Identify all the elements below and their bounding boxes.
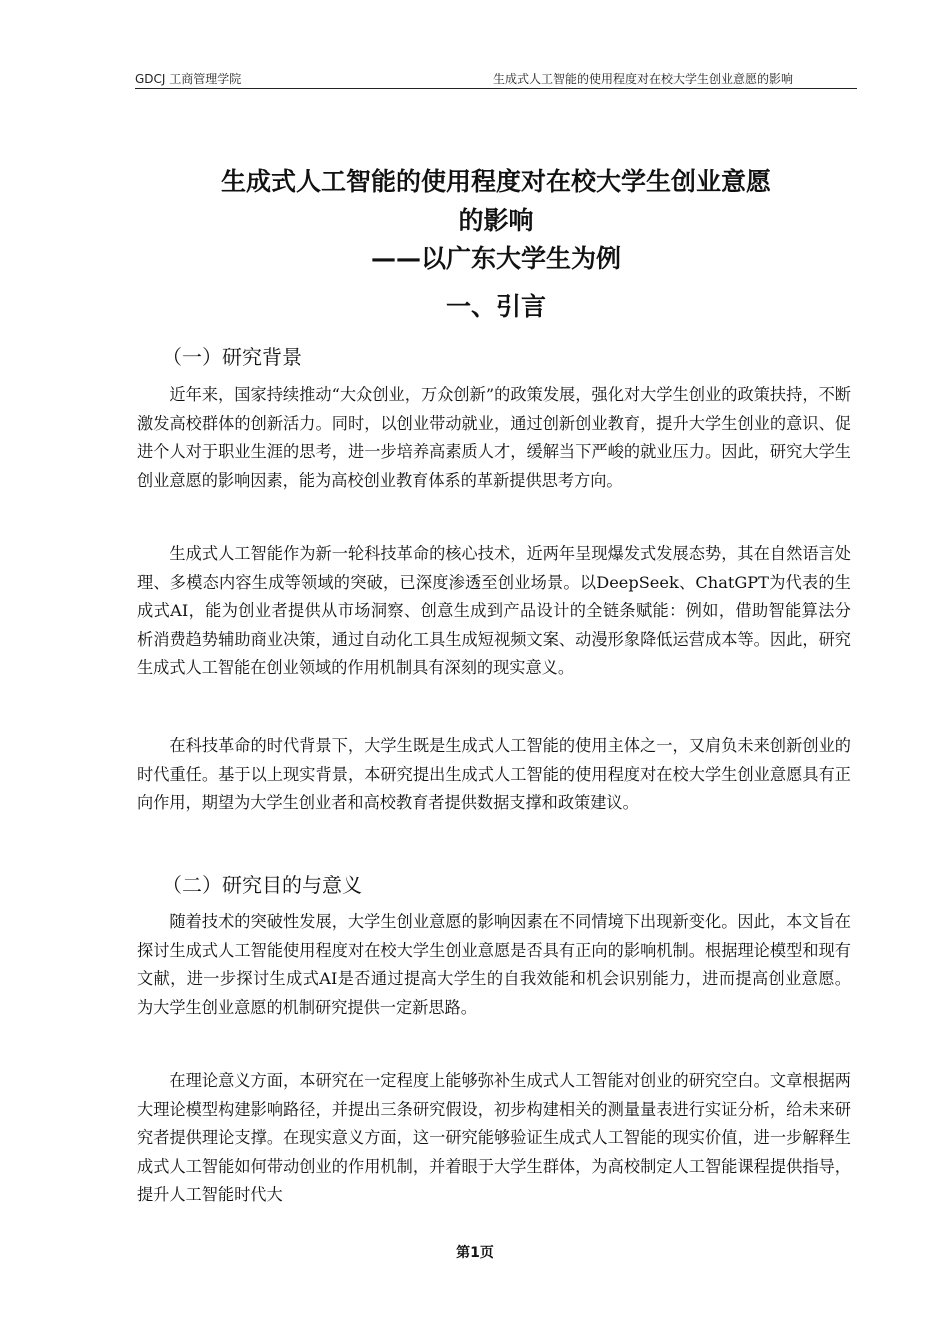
paragraph-5: 在理论意义方面，本研究在一定程度上能够弥补生成式人工智能对创业的研究空白。文章根据两大理论模型构建影响路径，并提出三条研究假设，初步构建相关的测量量表进行实证分析，给未来研究者提供理论支撑。在现实意义方面，这一研究能够验证生成式人工智能的现实价值，进一步解释生成式人工智能如何带动创业的作用机制，并着眼于大学生群体，为高校制定人工智能课程提供指导，提升人工智能时代大 (137, 1071, 851, 1205)
paper-title-line-1: 生成式人工智能的使用程度对在校大学生创业意愿 (220, 167, 771, 196)
subsection-heading-background: （一）研究背景 (162, 345, 302, 369)
running-header (135, 70, 857, 89)
paper-title-line-2: 的影响 (458, 206, 534, 235)
paragraph-1: 近年来，国家持续推动“大众创业，万众创新”的政策发展，强化对大学生创业的政策扶持，不断激发高校群体的创新活力。同时，以创业带动就业，通过创新创业教育，提升大学生创业的意识、促进个人对于职业生涯的思考，进一步培养高素质人才，缓解当下严峻的就业压力。因此，研究大学生创业意愿的影响因素，能为高校创业教育体系的革新提供思考方向。 (137, 385, 851, 490)
subsection-heading-purpose: （二）研究目的与意义 (162, 873, 362, 897)
paper-subtitle: ——以广东大学生为例 (370, 244, 621, 273)
section-heading-introduction: 一、引言 (445, 292, 546, 321)
header-paper-title: 生成式人工智能的使用程度对在校大学生创业意愿的影响 (492, 72, 793, 86)
paragraph-2: 生成式人工智能作为新一轮科技革命的核心技术，近两年呈现爆发式发展态势，其在自然语言处理、多模态内容生成等领域的突破，已深度渗透至创业场景。以DeepSeek、ChatGPT为代表的生成式AI，能为创业者提供从市场洞察、创意生成到产品设计的全链条赋能：例如，借助智能算法分析消费趋势辅助商业决策，通过自动化工具生成短视频文案、动漫形象降低运营成本等。因此，研究生成式人工智能在创业领域的作用机制具有深刻的现实意义。 (137, 544, 851, 678)
paragraph-4: 随着技术的突破性发展，大学生创业意愿的影响因素在不同情境下出现新变化。因此，本文旨在探讨生成式人工智能使用程度对在校大学生创业意愿是否具有正向的影响机制。根据理论模型和现有文献，进一步探讨生成式AI是否通过提高大学生的自我效能和机会识别能力，进而提高创业意愿。为大学生创业意愿的机制研究提供一定新思路。 (137, 912, 851, 1017)
header-institution: GDCJ 工商管理学院 (135, 72, 242, 86)
paragraph-3: 在科技革命的时代背景下，大学生既是生成式人工智能的使用主体之一，又肩负未来创新创业的时代重任。基于以上现实背景，本研究提出生成式人工智能的使用程度对在校大学生创业意愿具有正向作用，期望为大学生创业者和高校教育者提供数据支撑和政策建议。 (137, 736, 851, 813)
page-number: 第1页 (456, 1245, 494, 1261)
